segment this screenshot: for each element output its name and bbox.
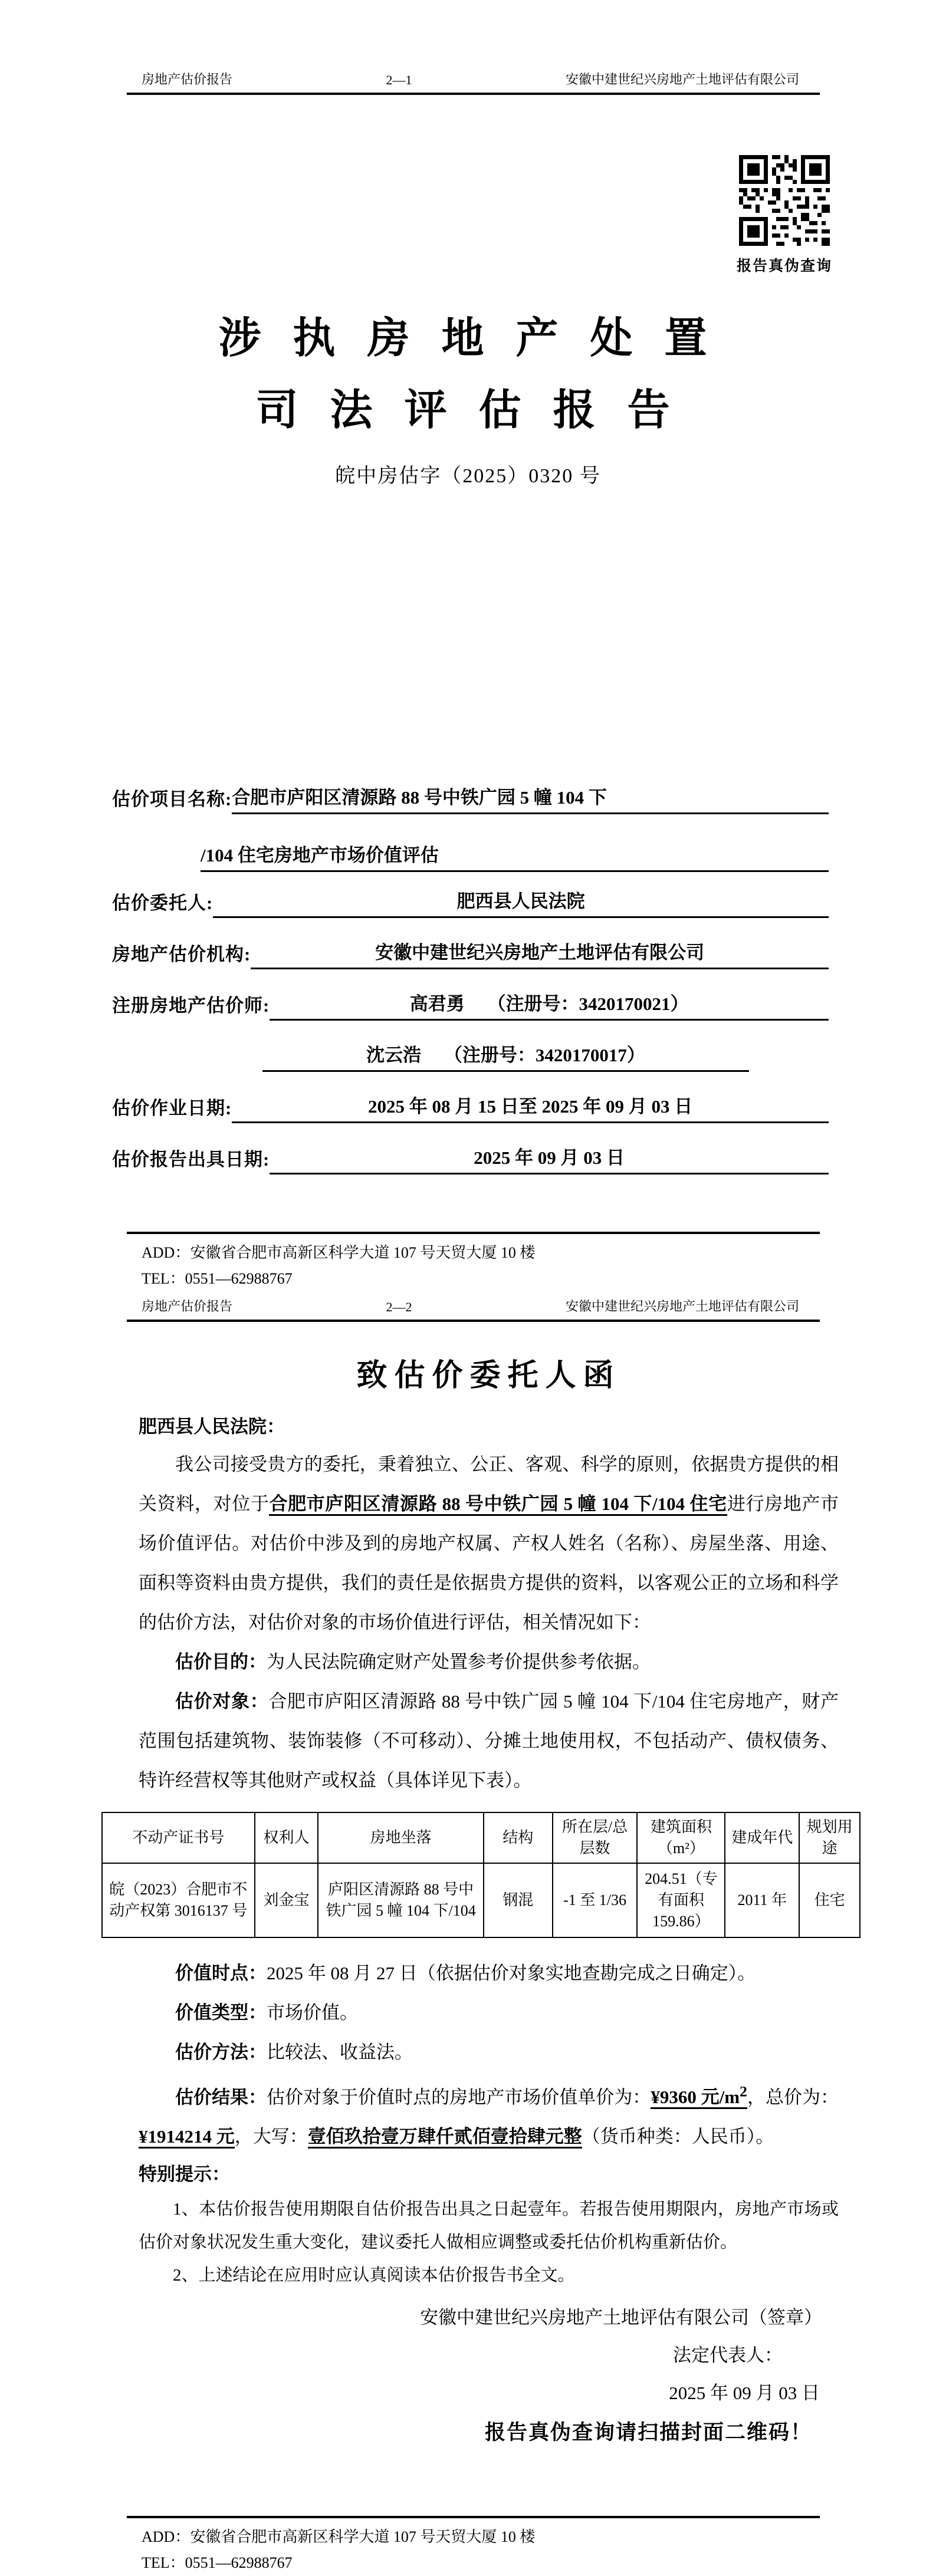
field-label: 注册房地产估价师: (112, 995, 270, 1016)
cell-area: 204.51（专有面积 159.86） (637, 1863, 725, 1937)
report-title-line2: 司 法 评 估 报 告 (255, 387, 681, 434)
col-cert-number: 不动产证书号 (102, 1812, 255, 1863)
cell-year-built: 2011 年 (725, 1863, 799, 1937)
special-notice-heading: 特别提示： (139, 2164, 230, 2185)
result-text-d: （货币种类：人民币）。 (582, 2126, 774, 2147)
cell-location: 庐阳区清源路 88 号中铁广园 5 幢 104 下/104 (318, 1863, 483, 1937)
value-date-text: 2025 年 08 月 27 日（依据估价对象实地查勘完成之日确定）。 (267, 1963, 756, 1983)
cell-structure: 钢混 (484, 1863, 553, 1937)
signature-company: 安徽中建世纪兴房地产土地评估有限公司（签章） (420, 2307, 822, 2328)
field-label: 房地产估价机构: (112, 944, 251, 965)
col-planned-use: 规划用途 (799, 1812, 860, 1863)
header-report-type: 房地产估价报告 (142, 72, 233, 87)
special-note-2: 2、上述结论在应用时应认真阅读本估价报告书全文。 (173, 2266, 575, 2285)
field-issue-date (112, 1123, 829, 1175)
paragraph-purpose (139, 1642, 839, 1682)
col-year-built: 建成年代 (725, 1812, 799, 1863)
field-appraiser-2 (112, 1021, 829, 1072)
col-structure: 结构 (484, 1812, 553, 1863)
footer-address: ADD：安徽省合肥市高新区科学大道 107 号天贸大厦 10 楼 (142, 2528, 536, 2546)
field-value: 肥西县人民法院 (213, 886, 829, 918)
paragraph-result (139, 2072, 839, 2156)
result-text-c: ，大写： (234, 2126, 308, 2147)
field-project-name (112, 762, 829, 814)
footer-phone: TEL：0551—62988767 (142, 1270, 293, 1287)
field-label: 估价委托人: (112, 893, 214, 913)
method-label: 估价方法： (175, 2042, 267, 2062)
method-text: 比较法、收益法。 (267, 2042, 413, 2062)
qr-code-image (739, 155, 830, 246)
report-title-line1: 涉 执 房 地 产 处 置 (218, 315, 718, 362)
value-type-label: 价值类型： (175, 2002, 267, 2023)
qr-block (734, 155, 835, 275)
value-type-text: 市场价值。 (267, 2002, 358, 2023)
header-company-name: 安徽中建世纪兴房地产土地评估有限公司 (565, 72, 799, 87)
paragraph-method (139, 2032, 839, 2072)
qr-verify-reminder: 报告真伪查询请扫描封面二维码！ (484, 2421, 812, 2445)
field-project-name-cont (112, 814, 829, 872)
letter-body (109, 1355, 853, 2451)
table-row (102, 1863, 860, 1937)
header-page-number: 2—1 (386, 73, 412, 87)
col-location: 房地坐落 (318, 1812, 483, 1863)
field-value: 合肥市庐阳区清源路 88 号中铁广园 5 幢 104 下 (232, 782, 829, 814)
signature-date: 2025 年 09 月 03 日 (669, 2383, 820, 2404)
purpose-text: 为人民法院确定财产处置参考价提供参考依据。 (267, 1651, 651, 1672)
unit-price-superscript: 2 (740, 2083, 747, 2100)
qr-caption: 报告真伪查询 (736, 258, 832, 274)
special-notes (139, 2193, 839, 2292)
result-label: 估价结果： (175, 2087, 267, 2108)
field-label: 估价作业日期: (112, 1098, 232, 1118)
field-label: 估价报告出具日期: (112, 1149, 270, 1170)
document-number: 皖中房估字（2025）0320 号 (335, 465, 601, 487)
cell-owner: 刘金宝 (255, 1863, 318, 1937)
field-value: 2025 年 08 月 15 日至 2025 年 09 月 03 日 (232, 1091, 829, 1123)
field-value: /104 住宅房地产市场价值评估 (201, 840, 829, 872)
purpose-label: 估价目的： (175, 1651, 267, 1672)
page1-footer (127, 1232, 820, 1292)
header-company-name: 安徽中建世纪兴房地产土地评估有限公司 (565, 1299, 799, 1314)
page1-header (127, 0, 820, 95)
cell-cert-number: 皖（2023）合肥市不动产权第 3016137 号 (102, 1863, 255, 1937)
field-value: 高君勇 （注册号：3420170021） (270, 989, 829, 1021)
signature-legal-representative: 法定代表人： (673, 2345, 783, 2366)
result-text-b: ，总价为： (747, 2087, 839, 2108)
letter-salutation: 肥西县人民法院： (139, 1416, 285, 1437)
header-page-number: 2—2 (386, 1299, 412, 1314)
page2-footer (127, 2516, 820, 2576)
table-header-row (102, 1812, 860, 1863)
letter-title: 致估价委托人函 (356, 1359, 621, 1393)
total-price-words: 壹佰玖拾壹万肆仟贰佰壹拾肆元整 (308, 2126, 582, 2149)
cell-planned-use: 住宅 (799, 1863, 860, 1937)
paragraph-value-type (139, 1993, 839, 2032)
field-value: 安徽中建世纪兴房地产土地评估有限公司 (251, 937, 829, 969)
field-label: 估价项目名称: (112, 789, 232, 810)
field-appraiser-1 (112, 969, 829, 1021)
field-agency (112, 918, 829, 969)
paragraph-value-date (139, 1953, 839, 1993)
field-value: 2025 年 09 月 03 日 (270, 1143, 829, 1175)
field-value: 沈云浩 （注册号：3420170017） (262, 1040, 749, 1072)
page2-header (127, 1292, 820, 1322)
header-report-type: 房地产估价报告 (142, 1299, 233, 1314)
col-area: 建筑面积（m²） (637, 1812, 725, 1863)
total-price-value: ¥1914214 元 (139, 2126, 235, 2149)
intro-text-b: 进行房地产市场价值评估。对估价中涉及到的房地产权属、产权人姓名（名称）、房屋坐落、用途、面积等资料由贵方提供，我们的责任是依据贵方提供的资料，以客观公正的立场和科学的估价方法，对估价对象的市场价值进行评估，相关情况如下： (139, 1493, 839, 1633)
property-table (101, 1812, 861, 1938)
object-label: 估价对象： (175, 1691, 269, 1712)
footer-phone: TEL：0551—62988767 (142, 2554, 293, 2572)
object-text: 合肥市庐阳区清源路 88 号中铁广园 5 幢 104 下/104 住宅房地产，财产范围包括建筑物、装饰装修（不可移动）、分摊土地使用权，不包括动产、债权债务、特许经营权等其他财产或权益（具体详见下表）。 (139, 1691, 839, 1791)
property-address-highlight: 合肥市庐阳区清源路 88 号中铁广园 5 幢 104 下/104 住宅 (269, 1493, 727, 1516)
cell-floor: -1 至 1/36 (553, 1863, 638, 1937)
field-client (112, 872, 829, 918)
paragraph-object (139, 1682, 839, 1800)
unit-price-value (651, 2083, 747, 2109)
special-note-1: 1、本估价报告使用期限自估价报告出具之日起壹年。若报告使用期限内，房地产市场或估价对象状况发生重大变化，建议委托人做相应调整或委托估价机构重新估价。 (139, 2200, 839, 2252)
field-work-dates (112, 1072, 829, 1123)
letter-paragraph-intro (139, 1445, 839, 1642)
cover-fields (112, 762, 829, 1175)
result-text-a: 估价对象于价值时点的房地产市场价值单价为： (267, 2087, 651, 2108)
col-owner: 权利人 (255, 1812, 318, 1863)
unit-price-text: ¥9360 元/m (651, 2087, 740, 2108)
value-date-label: 价值时点： (175, 1963, 267, 1983)
report-main-title (0, 302, 936, 446)
col-floor: 所在层/总层数 (553, 1812, 638, 1863)
intro-text-a: 我公司接受贵方的委托，秉着独立、公正、客观、科学的原则，依据贵方提供的相关资料，对位于 (139, 1454, 839, 1514)
footer-address: ADD：安徽省合肥市高新区科学大道 107 号天贸大厦 10 楼 (142, 1244, 536, 1261)
